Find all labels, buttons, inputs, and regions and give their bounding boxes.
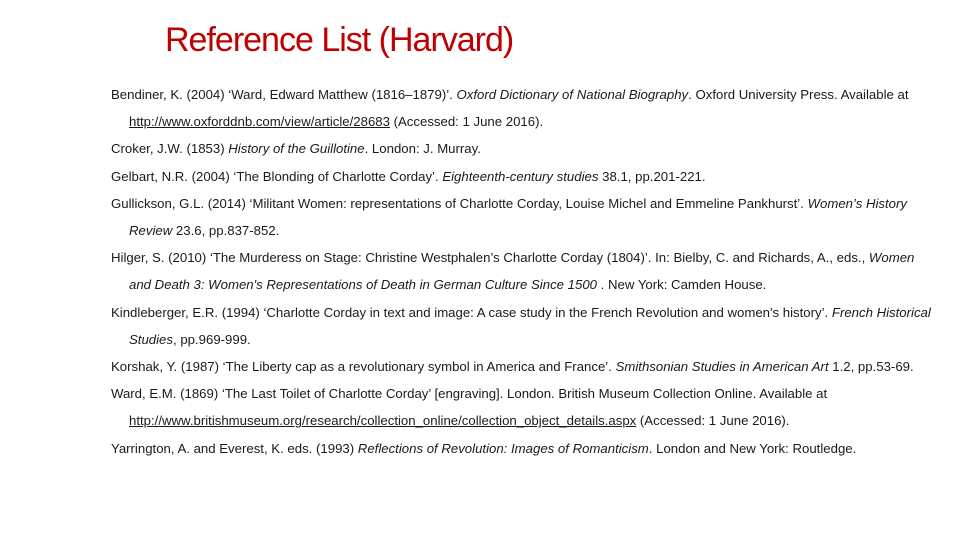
page-title: Reference List (Harvard)	[165, 21, 514, 59]
reference-source-title: Oxford Dictionary of National Biography	[456, 87, 689, 102]
reference-hilger	[111, 244, 931, 298]
reference-text: Kindleberger, E.R. (1994) ‘Charlotte Corday in text and image: A case study in the French Revolution and women's history’.	[111, 304, 832, 320]
reference-gullickson	[111, 190, 931, 244]
reference-source-title: Reflections of Revolution: Images of Romanticism	[357, 440, 649, 456]
reference-kindleberger	[111, 299, 931, 353]
reference-korshak	[111, 353, 931, 380]
reference-source-title: French Historical Studies	[129, 304, 931, 347]
reference-text: . London: J. Murray.	[364, 141, 481, 157]
reference-text: Ward, E.M. (1869) ‘The Last Toilet of Charlotte Corday’ [engraving]. London. British Museum Collection Online. Available at	[111, 386, 828, 402]
reference-source-title: Eighteenth-century studies	[442, 168, 599, 184]
reference-text: . New York: Camden House.	[597, 277, 767, 293]
reference-link[interactable]: http://www.oxforddnb.com/view/article/28683	[129, 114, 390, 130]
reference-text: Gelbart, N.R. (2004) ‘The Blonding of Charlotte Corday’.	[111, 168, 443, 184]
reference-yarrington	[111, 435, 931, 462]
reference-text: , pp.969-999.	[173, 331, 251, 347]
reference-ward	[111, 380, 931, 434]
reference-bendiner	[111, 81, 931, 135]
reference-source-title: Smithsonian Studies in American Art	[615, 359, 829, 375]
reference-list	[111, 81, 931, 462]
reference-link[interactable]: http://www.britishmuseum.org/research/collection_online/collection_object_details.aspx	[129, 413, 637, 429]
reference-source-title: Women and Death 3: Women's Representations of Death in German Culture Since 1500	[129, 250, 915, 293]
reference-text: (Accessed: 1 June 2016).	[389, 114, 544, 130]
reference-text: 23.6, pp.837-852.	[172, 223, 280, 239]
reference-gelbart	[111, 163, 931, 190]
reference-text: Croker, J.W. (1853)	[111, 141, 229, 157]
reference-text: Gullickson, G.L. (2014) ‘Militant Women: representations of Charlotte Corday, Louise Michel and Emmeline Pankhurst’.	[111, 195, 808, 211]
reference-text: Hilger, S. (2010) ‘The Murderess on Stage: Christine Westphalen’s Charlotte Corday (1804)’. In: Bielby, C. and Richards, A., eds.,	[111, 250, 869, 266]
reference-text: Yarrington, A. and Everest, K. eds. (1993)	[111, 440, 358, 456]
reference-text: 38.1, pp.201-221.	[598, 168, 706, 184]
reference-source-title: Women’s History Review	[129, 195, 907, 239]
reference-source-title: History of the Guillotine	[228, 141, 365, 157]
reference-text: Bendiner, K. (2004) ‘Ward, Edward Matthew (1816–1879)’.	[111, 87, 457, 102]
reference-text: (Accessed: 1 June 2016).	[636, 413, 790, 429]
reference-text: 1.2, pp.53-69.	[828, 359, 914, 375]
reference-text: . Oxford University Press. Available at	[688, 87, 909, 102]
reference-croker	[111, 135, 931, 162]
reference-text: Korshak, Y. (1987) ‘The Liberty cap as a revolutionary symbol in America and France’.	[111, 359, 616, 375]
reference-text: . London and New York: Routledge.	[648, 440, 857, 456]
